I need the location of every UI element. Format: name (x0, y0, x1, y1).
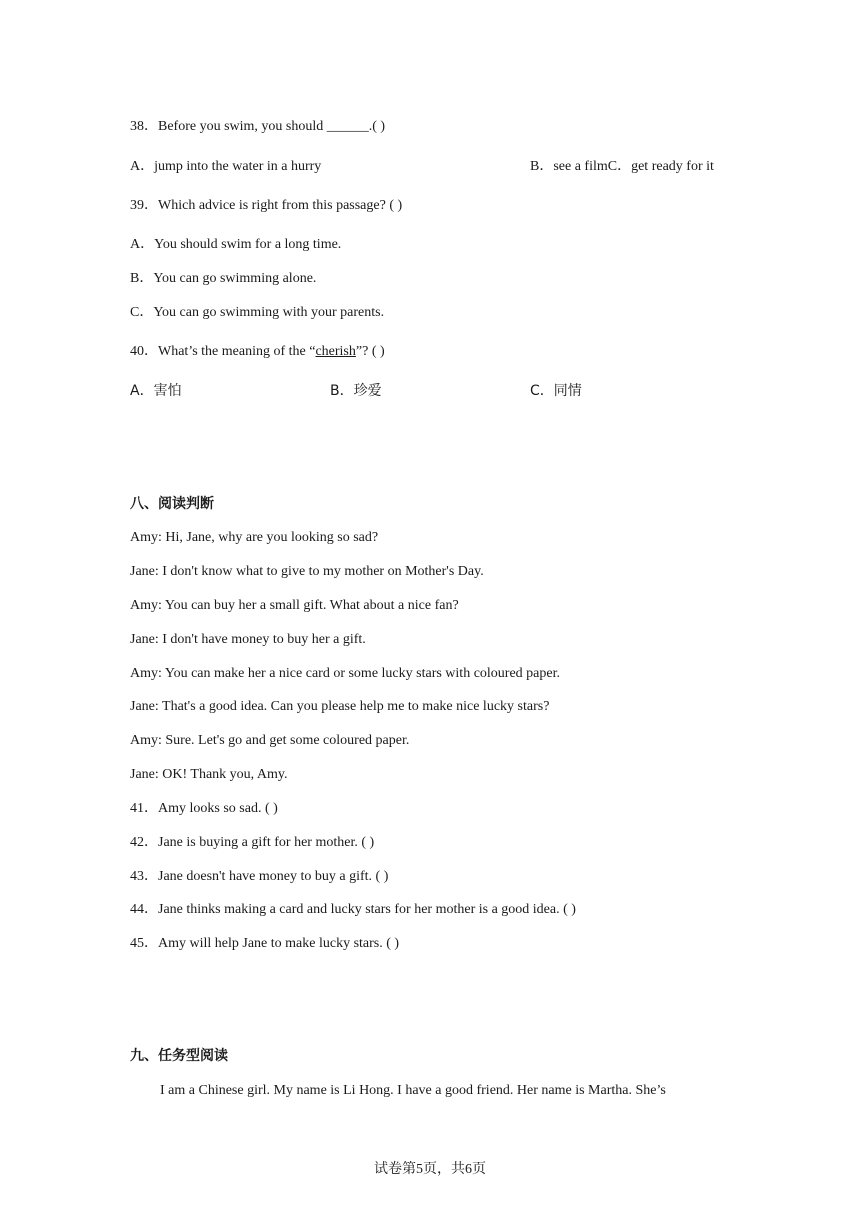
q40-option-a: A．害怕 (130, 383, 182, 399)
q43: 43．Jane doesn't have money to buy a gift. ( ) (130, 869, 389, 884)
q40-option-c: C．同情 (530, 383, 582, 399)
page-footer: 试卷第5页，共6页 (374, 1162, 486, 1177)
q39-option-a: A．You should swim for a long time. (130, 237, 342, 252)
q40-underlined-word: cherish (315, 344, 356, 359)
q40-option-b: B．珍爱 (330, 383, 382, 399)
dialogue-line: Jane: I don't know what to give to my mother on Mother's Day. (130, 564, 484, 579)
q42: 42．Jane is buying a gift for her mother. ( ) (130, 835, 375, 850)
q39-option-c: C．You can go swimming with your parents. (130, 305, 385, 320)
dialogue-line: Amy: Hi, Jane, why are you looking so sad? (130, 530, 379, 545)
section8-title: 八、阅读判断 (130, 496, 214, 512)
dialogue-line: Amy: Sure. Let's go and get some coloured paper. (130, 733, 410, 748)
q39-option-b: B．You can go swimming alone. (130, 271, 317, 286)
section9-title: 九、任务型阅读 (130, 1048, 228, 1064)
q41: 41．Amy looks so sad. ( ) (130, 801, 278, 816)
dialogue-line: Amy: You can make her a nice card or some lucky stars with coloured paper. (130, 666, 560, 681)
q38-option-bc: B．see a filmC．get ready for it (530, 159, 714, 174)
q38-stem: 38．Before you swim, you should ______.( ) (130, 119, 386, 134)
q45: 45．Amy will help Jane to make lucky stars. ( ) (130, 936, 400, 951)
dialogue-line: Jane: That's a good idea. Can you please help me to make nice lucky stars? (130, 699, 550, 714)
q38-option-a: A．jump into the water in a hurry (130, 159, 322, 174)
dialogue-line: Jane: OK! Thank you, Amy. (130, 767, 288, 782)
q40-stem-before: 40．What’s the meaning of the “ (130, 344, 316, 359)
dialogue-line: Amy: You can buy her a small gift. What about a nice fan? (130, 598, 459, 613)
dialogue-line: Jane: I don't have money to buy her a gift. (130, 632, 366, 647)
q40-stem (130, 343, 385, 361)
q40-stem-after: ”? ( ) (355, 344, 385, 359)
section9-passage: I am a Chinese girl. My name is Li Hong. I have a good friend. Her name is Martha. She’s (160, 1083, 666, 1098)
q44: 44．Jane thinks making a card and lucky stars for her mother is a good idea. ( ) (130, 902, 576, 917)
q39-stem: 39．Which advice is right from this passage? ( ) (130, 198, 403, 213)
